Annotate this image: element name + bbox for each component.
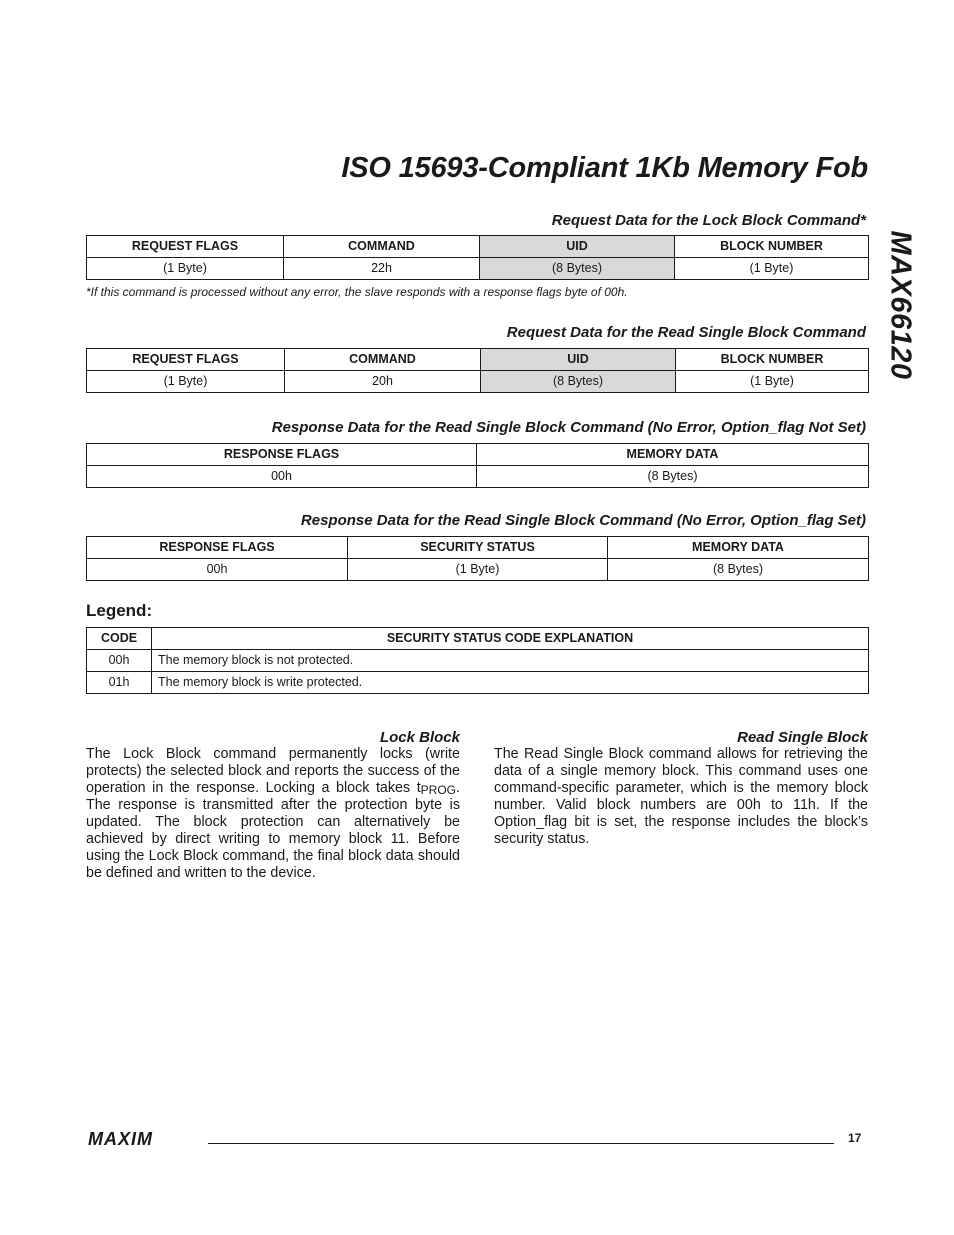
table-header-row: [87, 349, 869, 371]
header-command: COMMAND: [285, 349, 481, 371]
header-request-flags: REQUEST FLAGS: [87, 236, 284, 258]
cell-memory-data: (8 Bytes): [608, 559, 869, 581]
response-noflag-table: [86, 443, 869, 488]
footer-rule: [208, 1143, 834, 1144]
header-explanation: SECURITY STATUS CODE EXPLANATION: [152, 628, 869, 650]
table-row: [87, 559, 869, 581]
header-request-flags: REQUEST FLAGS: [87, 349, 285, 371]
cell-request-flags: (1 Byte): [87, 371, 285, 393]
page-title: ISO 15693-Compliant 1Kb Memory Fob: [341, 152, 868, 184]
lock-block-footnote: *If this command is processed without any error, the slave responds with a response flags byte of 00h.: [86, 285, 628, 299]
lock-block-request-table: [86, 235, 869, 280]
table-header-row: [87, 236, 869, 258]
header-security-status: SECURITY STATUS: [348, 537, 608, 559]
cell-code: 01h: [87, 672, 152, 694]
cell-block-number: (1 Byte): [676, 371, 869, 393]
cell-block-number: (1 Byte): [675, 258, 869, 280]
tprog-subscript: PROG: [420, 783, 457, 797]
lock-block-heading: Lock Block: [379, 729, 460, 746]
lock-block-paragraph: [86, 746, 460, 882]
header-memory-data: MEMORY DATA: [608, 537, 869, 559]
read-single-paragraph: The Read Single Block command allows for retrieving the data of a single memory block. This command uses one command-specific parameter, which is the memory block number. Valid block numbers are 00h to 11h. If the Option_flag bit is set, the response includes the block’s security status.: [494, 746, 868, 847]
table-row: [87, 672, 869, 694]
cell-command: 22h: [284, 258, 480, 280]
side-part-number: [868, 205, 932, 405]
cell-code: 00h: [87, 650, 152, 672]
lock-block-text-before: The Lock Block command permanently locks (write protects) the selected block and reports the success of the operation in the response. Locking a block takes t: [86, 746, 460, 796]
table-header-row: [87, 628, 869, 650]
table-row: [87, 650, 869, 672]
read-single-heading: Read Single Block: [737, 729, 868, 746]
cell-request-flags: (1 Byte): [87, 258, 284, 280]
header-uid: UID: [481, 349, 676, 371]
table-row: [87, 466, 869, 488]
cell-uid: (8 Bytes): [481, 371, 676, 393]
page-number: 17: [848, 1131, 862, 1145]
cell-command: 20h: [285, 371, 481, 393]
cell-security-status: (1 Byte): [348, 559, 608, 581]
header-response-flags: RESPONSE FLAGS: [87, 444, 477, 466]
maxim-logo: [88, 1131, 200, 1152]
cell-response-flags: 00h: [87, 466, 477, 488]
header-memory-data: MEMORY DATA: [477, 444, 869, 466]
table-row: [87, 371, 869, 393]
response-noflag-title: Response Data for the Read Single Block Command (No Error, Option_flag Not Set): [271, 419, 866, 436]
response-flag-title: Response Data for the Read Single Block Command (No Error, Option_flag Set): [300, 512, 866, 529]
cell-response-flags: 00h: [87, 559, 348, 581]
cell-explanation: The memory block is not protected.: [152, 650, 869, 672]
header-block-number: BLOCK NUMBER: [675, 236, 869, 258]
header-code: CODE: [87, 628, 152, 650]
cell-explanation: The memory block is write protected.: [152, 672, 869, 694]
lock-block-request-title: Request Data for the Lock Block Command*: [551, 212, 866, 229]
legend-title: Legend:: [86, 601, 153, 620]
table-header-row: [87, 537, 869, 559]
header-response-flags: RESPONSE FLAGS: [87, 537, 348, 559]
cell-memory-data: (8 Bytes): [477, 466, 869, 488]
header-command: COMMAND: [284, 236, 480, 258]
read-single-request-title: Request Data for the Read Single Block Command: [506, 324, 866, 341]
header-uid: UID: [480, 236, 675, 258]
maxim-logo-icon: [88, 1131, 200, 1147]
response-flag-table: [86, 536, 869, 581]
table-header-row: [87, 444, 869, 466]
header-block-number: BLOCK NUMBER: [676, 349, 869, 371]
side-part-number-text: MAX66120: [884, 230, 917, 380]
read-single-request-table: [86, 348, 869, 393]
table-row: [87, 258, 869, 280]
cell-uid: (8 Bytes): [480, 258, 675, 280]
maxim-logo-text: MAXIM: [88, 1131, 153, 1147]
legend-table: [86, 627, 869, 694]
lock-block-text-after: . The response is transmitted after the protection byte is updated. The block protection can alternatively be achieved by direct writing to memory block 11. Before using the Lock Block command, the final block data should be defined and written to the device.: [86, 780, 460, 881]
